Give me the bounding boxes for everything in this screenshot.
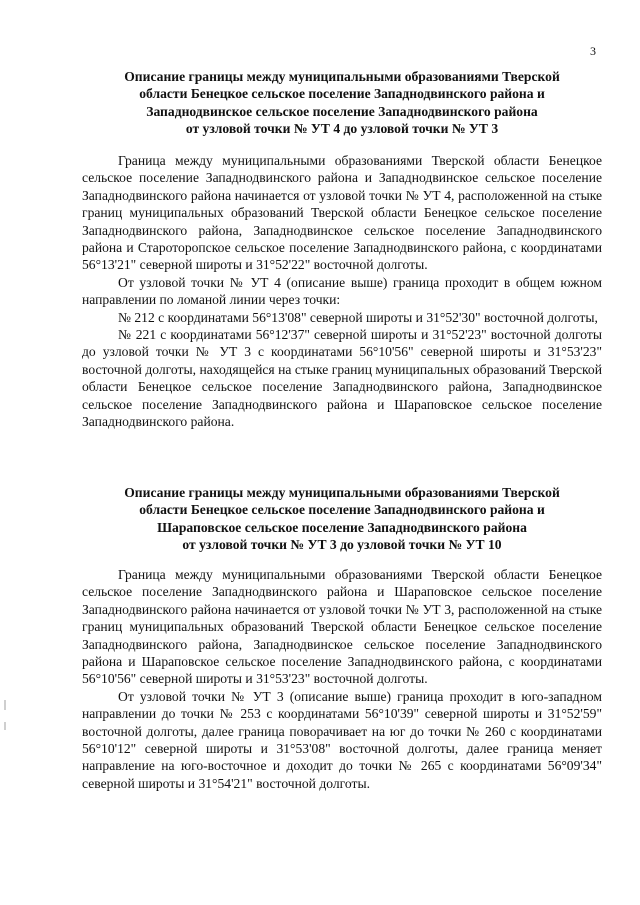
- scan-edge-mark: [4, 700, 6, 710]
- heading-line: Описание границы между муниципальными образованиями Тверской: [124, 69, 560, 84]
- paragraph: Граница между муниципальными образованиями Тверской области Бенецкое сельское поселение Западнодвинского района и Шараповское сельское поселение Западнодвинского района начинается от узловой точки № УТ 3, расположенной на стыке границ муниципальных образований Тверской области Бенецкое сельское поселение Западнодвинского района, Западнодвинское сельское поселение Западнодвинского района и Шараповское сельское поселение Западнодвинского района, с координатами 56°10'56" северной широты и 31°53'23" восточной долготы.: [82, 567, 602, 687]
- section2-body: [82, 566, 602, 792]
- section2-heading: [82, 484, 602, 554]
- heading-line: от узловой точки № УТ 3 до узловой точки № УТ 10: [182, 537, 502, 553]
- heading-line: от узловой точки № УТ 4 до узловой точки № УТ 3: [185, 121, 499, 137]
- page-number: 3: [590, 44, 596, 58]
- section1-body: [82, 152, 602, 431]
- paragraph: № 212 с координатами 56°13'08" северной широты и 31°52'30" восточной долготы,: [118, 309, 598, 325]
- heading-line: Описание границы между муниципальными образованиями Тверской: [124, 485, 560, 500]
- paragraph: От узловой точки № УТ 4 (описание выше) граница проходит в общем южном направлении по ломаной линии через точки:: [82, 274, 602, 308]
- heading-line: Западнодвинское сельское поселение Западнодвинского района: [146, 103, 538, 119]
- section1-heading: [82, 68, 602, 138]
- heading-line: Шараповское сельское поселение Западнодвинского района: [157, 519, 527, 535]
- paragraph: Граница между муниципальными образованиями Тверской области Бенецкое сельское поселение Западнодвинского района и Западнодвинское сельское поселение Западнодвинского района начинается от узловой точки № УТ 4, расположенной на стыке границ муниципальных образований Тверской области Бенецкое сельское поселение Западнодвинского района, Западнодвинское сельское поселение Западнодвинского района и Староторопское сельское поселение Западнодвинского района, с координатами 56°13'21" северной широты и 31°52'22" восточной долготы.: [82, 153, 602, 273]
- heading-line: области Бенецкое сельское поселение Западнодвинского района и: [139, 502, 545, 518]
- scan-edge-mark: [4, 722, 6, 730]
- paragraph: № 221 с координатами 56°12'37" северной широты и 31°52'23" восточной долготы до узловой точки № УТ 3 с координатами 56°10'56" северной широты и 31°53'23" восточной долготы, находящейся на стыке границ муниципальных образований Тверской области Бенецкое сельское поселение Западнодвинского района, Западнодвинское сельское поселение Западнодвинского района и Шараповское сельское поселение Западнодвинского района.: [82, 327, 602, 430]
- paragraph: От узловой точки № УТ 3 (описание выше) граница проходит в юго-западном направлении до точки № 253 с координатами 56°10'39" северной широты и 31°52'59" восточной долготы, далее граница поворачивает на юг до точки № 260 с координатами 56°10'12" северной широты и 31°53'08" восточной долготы, далее граница меняет направление на юго-восточное и доходит до точки № 265 с координатами 56°09'34" северной широты и 31°54'21" восточной долготы.: [82, 688, 602, 791]
- heading-line: области Бенецкое сельское поселение Западнодвинского района и: [139, 86, 545, 102]
